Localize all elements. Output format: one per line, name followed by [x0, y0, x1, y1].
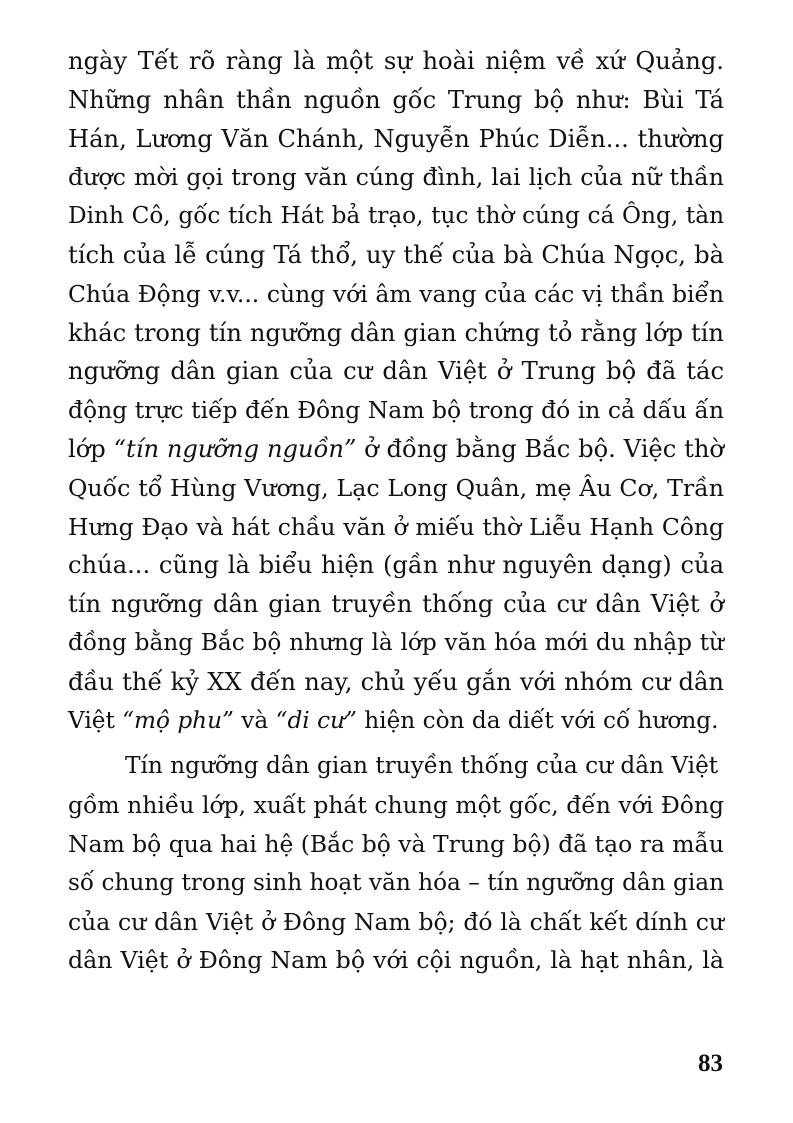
text-line: Nam bộ qua hai hệ (Bắc bộ và Trung bộ) đã tạo ra mẫu: [68, 829, 724, 858]
text-segment: ở đồng bằng Bắc bộ. Việc thờ: [356, 434, 724, 463]
quoted-term: “tín ngưỡng nguồn”: [113, 434, 357, 463]
text-line: Những nhân thần nguồn gốc Trung bộ như: Bùi Tá: [68, 85, 724, 114]
text-line: đầu thế kỷ XX đến nay, chủ yếu gắn với nhóm cư dân: [68, 667, 724, 696]
text-line: tích của lễ cúng Tá thổ, uy thế của bà Chúa Ngọc, bà: [68, 240, 724, 269]
text-line: chúa... cũng là biểu hiện (gần như nguyên dạng) của: [68, 551, 724, 580]
quoted-term: “mộ phu”: [122, 706, 234, 734]
text-line: Quốc tổ Hùng Vương, Lạc Long Quân, mẹ Âu Cơ, Trần: [68, 473, 724, 502]
text-line: được mời gọi trong văn cúng đình, lai lịch của nữ thần: [68, 163, 724, 192]
text-line: Dinh Cô, gốc tích Hát bả trạo, tục thờ cúng cá Ông, tàn: [68, 202, 724, 230]
text-line: [68, 702, 724, 741]
quoted-term: “di cư”: [275, 706, 357, 734]
text-line: gồm nhiều lớp, xuất phát chung một gốc, đến với Đông: [68, 791, 724, 820]
text-line: của cư dân Việt ở Đông Nam bộ; đó là chất kết dính cư: [68, 907, 724, 936]
text-line: tín ngưỡng dân gian truyền thống của cư dân Việt ở: [68, 590, 724, 619]
paragraph: [68, 42, 724, 740]
text-segment: hiện còn da diết với cố hương.: [356, 706, 719, 734]
text-segment: và: [233, 706, 276, 734]
text-segment: Việt: [68, 706, 123, 734]
text-line: số chung trong sinh hoạt văn hóa – tín ngưỡng dân gian: [68, 868, 725, 896]
text-line: Hưng Đạo và hát chầu văn ở miếu thờ Liễu Hạnh Công: [68, 512, 724, 541]
paragraph: [68, 747, 724, 980]
text-line: ngày Tết rõ ràng là một sự hoài niệm về xứ Quảng.: [68, 47, 724, 75]
text-line: Hán, Lương Văn Chánh, Nguyễn Phúc Diễn... thường: [68, 124, 724, 153]
text-line: khác trong tín ngưỡng dân gian chứng tỏ rằng lớp tín: [68, 318, 724, 347]
text-line: ngưỡng dân gian của cư dân Việt ở Trung bộ đã tác: [68, 357, 724, 386]
text-line: [68, 430, 724, 469]
text-segment: lớp: [68, 434, 114, 463]
page-text: [68, 42, 724, 980]
page-number: 83: [698, 1050, 723, 1077]
text-line: động trực tiếp đến Đông Nam bộ trong đó in cả dấu ấn: [68, 396, 724, 425]
text-line: Tín ngưỡng dân gian truyền thống của cư dân Việt: [125, 752, 719, 780]
text-line: đồng bằng Bắc bộ nhưng là lớp văn hóa mới du nhập từ: [68, 628, 724, 656]
text-line: dân Việt ở Đông Nam bộ với cội nguồn, là hạt nhân, là: [68, 946, 724, 975]
text-line: Chúa Động v.v... cùng với âm vang của các vị thần biển: [68, 279, 724, 308]
